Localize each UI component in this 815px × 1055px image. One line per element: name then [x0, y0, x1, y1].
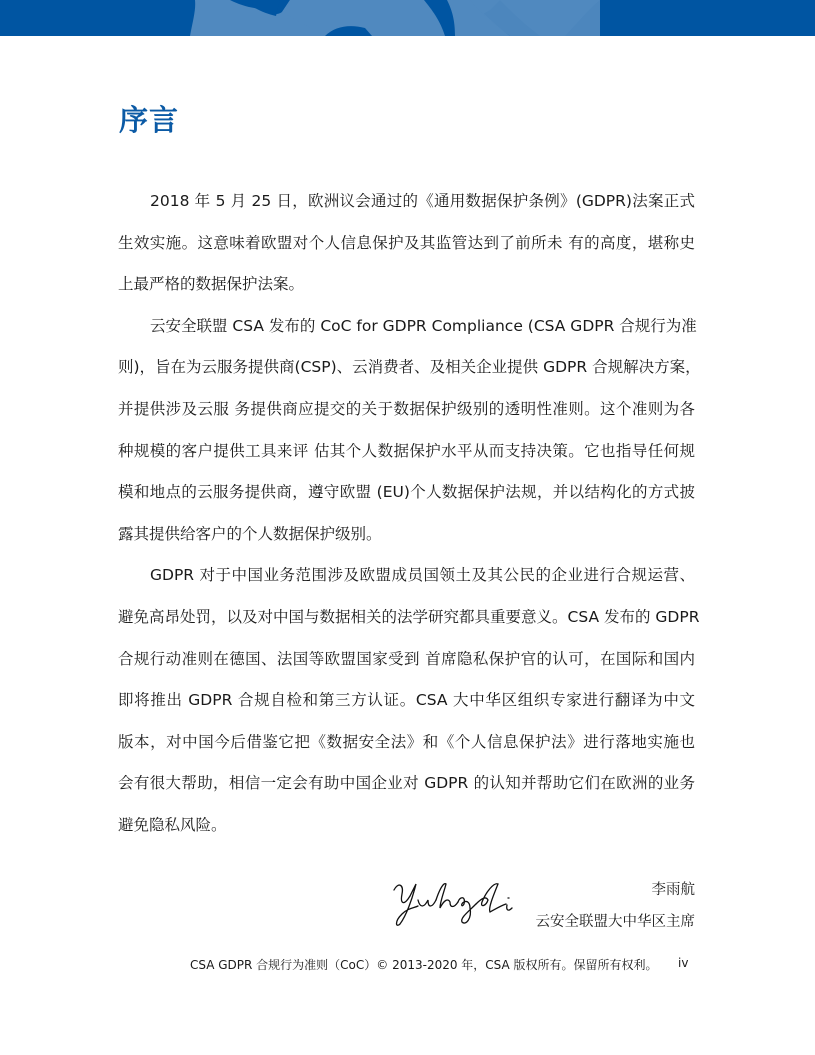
handwritten-signature — [390, 878, 520, 932]
text-line: 2018 年 5 月 25 日，欧洲议会通过的《通用数据保护条例》(GDPR)法案正式 — [150, 192, 695, 210]
text-line: 生效实施。这意味着欧盟对个人信息保护及其监管达到了前所未 有的高度，堪称史 — [118, 233, 695, 252]
text-line: 种规模的客户提供工具来评 估其个人数据保护水平从而支持决策。它也指导任何规 — [118, 441, 695, 460]
paragraph-3 — [118, 555, 700, 846]
signer-title: 云安全联盟大中华区主席 — [535, 914, 695, 930]
text-line: 合规行动准则在德国、法国等欧盟国家受到 首席隐私保护官的认可，在国际和国内 — [118, 649, 695, 668]
footer-copyright: CSA GDPR 合规行为准则（CoC）© 2013-2020 年，CSA 版权所有。保留所有权利。 — [190, 958, 658, 972]
text-line: 避免隐私风险。 — [118, 815, 227, 834]
text-line: 并提供涉及云服 务提供商应提交的关于数据保护级别的透明性准则。这个准则为各 — [118, 399, 695, 418]
header-banner — [0, 0, 815, 36]
paragraph-1 — [118, 181, 695, 306]
text-line: 模和地点的云服务提供商，遵守欧盟 (EU)个人数据保护法规，并以结构化的方式披 — [118, 483, 695, 502]
signer-name: 李雨航 — [651, 882, 695, 898]
text-line: 版本，对中国今后借鉴它把《数据安全法》和《个人信息保护法》进行落地实施也 — [118, 732, 695, 751]
preface-body — [118, 181, 701, 847]
text-line: GDPR 对于中国业务范围涉及欧盟成员国领土及其公民的企业进行合规运营、 — [150, 566, 695, 585]
text-line: 云安全联盟 CSA 发布的 CoC for GDPR Compliance (CSA GDPR 合规行为准 — [150, 316, 697, 335]
map-graphic — [0, 0, 815, 36]
paragraph-2 — [118, 306, 701, 556]
text-line: 即将推出 GDPR 合规自检和第三方认证。CSA 大中华区组织专家进行翻译为中文 — [118, 691, 695, 710]
text-line: 会有很大帮助，相信一定会有助中国企业对 GDPR 的认知并帮助它们在欧洲的业务 — [118, 774, 695, 793]
page-title: 序言 — [119, 103, 180, 137]
text-line: 避免高昂处罚，以及对中国与数据相关的法学研究都具重要意义。CSA 发布的 GDPR — [118, 607, 700, 626]
text-line: 上最严格的数据保护法案。 — [118, 275, 305, 294]
text-line: 露其提供给客户的个人数据保护级别。 — [118, 524, 382, 543]
page-number: iv — [678, 956, 689, 970]
text-line: 则)，旨在为云服务提供商(CSP)、云消费者、及相关企业提供 GDPR 合规解决方案， — [118, 358, 701, 377]
